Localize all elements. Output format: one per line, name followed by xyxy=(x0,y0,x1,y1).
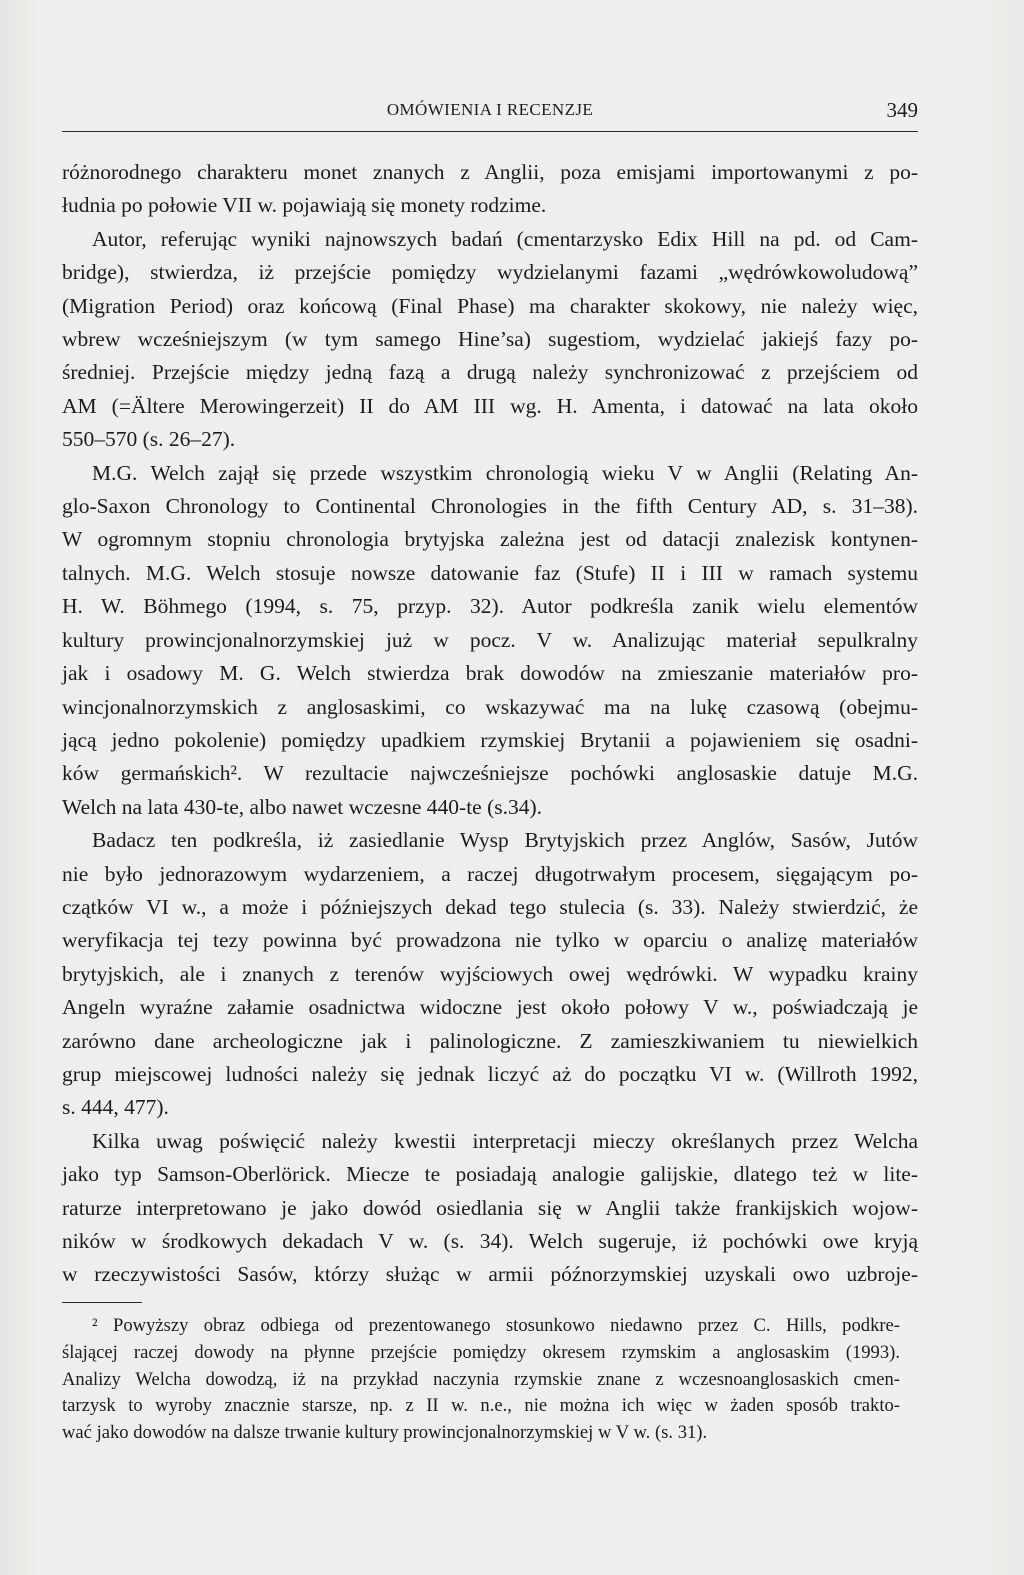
body-text xyxy=(62,156,918,1292)
header-rule xyxy=(62,131,918,132)
text-line: s. 444, 477). xyxy=(62,1095,169,1120)
text-line: w rzeczywistości Sasów, którzy służąc w armii późnorzymskiej uzyskali owo uzbroje- xyxy=(62,1262,918,1287)
running-header xyxy=(62,100,918,130)
text-line: 550–570 (s. 26–27). xyxy=(62,427,236,452)
text-line: zarówno dane archeologiczne jak i palinologiczne. Z zamieszkiwaniem tu niewielkich xyxy=(62,1028,918,1053)
text-line: wbrew wcześniejszym (w tym samego Hine’sa) sugestiom, wydzielać jakiejś fazy po- xyxy=(62,327,918,352)
text-line: AM (=Ältere Merowingerzeit) II do AM III wg. H. Amenta, i datować na lata około xyxy=(62,393,918,418)
text-line: Angeln wyraźne załamie osadnictwa widoczne jest około połowy V w., poświadczają je xyxy=(62,995,918,1020)
text-line: średniej. Przejście między jedną fazą a drugą należy synchronizować z przejściem od xyxy=(62,360,918,385)
text-line: kultury prowincjonalnorzymskiej już w pocz. V w. Analizując materiał sepulkralny xyxy=(62,627,918,652)
footnote-separator xyxy=(62,1302,142,1303)
text-line: H. W. Böhmego (1994, s. 75, przyp. 32). Autor podkreśla zanik wielu elementów xyxy=(62,594,918,619)
page-number: 349 xyxy=(886,98,918,122)
text-line: W ogromnym stopniu chronologia brytyjska zależna jest od datacji znalezisk kontynen- xyxy=(62,527,918,552)
footnote-line: tarzysk to wyroby znacznie starsze, np. z II w. n.e., nie można ich więc w żaden sposób trakto- xyxy=(62,1395,900,1417)
footnote-line: Analizy Welcha dowodzą, iż na przykład naczynia rzymskie znane z wczesnoanglosaskich cmen- xyxy=(62,1368,900,1390)
text-line: różnorodnego charakteru monet znanych z Anglii, poza emisjami importowanymi z po- xyxy=(62,160,918,184)
text-line: Welch na lata 430-te, albo nawet wczesne 440-te (s.34). xyxy=(62,794,543,819)
running-title: OMÓWIENIA I RECENZJE xyxy=(386,100,594,119)
text-line: wincjonalnorzymskich z anglosaskimi, co wskazywać ma na lukę czasową (obejmu- xyxy=(62,694,918,719)
text-line: M.G. Welch zajął się przede wszystkim chronologią wieku V w Anglii (Relating An- xyxy=(92,460,918,485)
text-line: Kilka uwag poświęcić należy kwestii interpretacji mieczy określanych przez Welcha xyxy=(92,1128,918,1153)
text-line: brytyjskich, ale i znanych z terenów wyjściowych owej wędrówki. W wypadku krainy xyxy=(62,961,918,986)
text-line: talnych. M.G. Welch stosuje nowsze datowanie faz (Stufe) II i III w ramach systemu xyxy=(62,560,918,585)
footnote xyxy=(62,1313,900,1447)
footnote-line: ślającej raczej dowody na płynne przejście pomiędzy okresem rzymskim a anglosaskim (1993). xyxy=(62,1341,900,1363)
text-line: jako typ Samson-Oberlörick. Miecze te posiadają analogie galijskie, dlatego też w lite- xyxy=(62,1162,918,1187)
text-line: bridge), stwierdza, iż przejście pomiędzy wydzielanymi fazami „wędrówkowoludową” xyxy=(62,260,918,285)
text-line: raturze interpretowano je jako dowód osiedlania się w Anglii także frankijskich wojow- xyxy=(62,1195,918,1220)
text-line: weryfikacja tej tezy powinna być prowadzona nie tylko w oparciu o analizę materiałów xyxy=(62,928,918,953)
text-line: czątków VI w., a może i późniejszych dekad tego stulecia (s. 33). Należy stwierdzić, że xyxy=(62,894,918,919)
text-line: łudnia po połowie VII w. pojawiają się monety rodzime. xyxy=(62,193,547,218)
text-line: ków germańskich². W rezultacie najwcześniejsze pochówki anglosaskie datuje M.G. xyxy=(62,761,918,786)
text-line: (Migration Period) oraz końcową (Final Phase) ma charakter skokowy, nie należy więc, xyxy=(62,293,918,318)
text-line: nie było jednorazowym wydarzeniem, a raczej długotrwałym procesem, sięgającym po- xyxy=(62,861,918,886)
footnote-line: wać jako dowodów na dalsze trwanie kultury prowincjonalnorzymskiej w V w. (s. 31). xyxy=(62,1422,708,1444)
text-line: glo-Saxon Chronology to Continental Chronologies in the fifth Century AD, s. 31–38). xyxy=(62,494,918,519)
text-line: Badacz ten podkreśla, iż zasiedlanie Wysp Brytyjskich przez Anglów, Sasów, Jutów xyxy=(92,828,918,853)
text-line: jak i osadowy M. G. Welch stwierdza brak dowodów na zmieszanie materiałów pro- xyxy=(62,661,918,686)
text-line: ników w środkowych dekadach V w. (s. 34). Welch sugeruje, iż pochówki owe kryją xyxy=(62,1229,918,1253)
text-line: jącą jedno pokolenie) pomiędzy upadkiem rzymskiej Brytanii a pojawieniem się osadni- xyxy=(62,727,918,752)
text-line: grup miejscowej ludności należy się jednak liczyć aż do początku VI w. (Willroth 1992, xyxy=(62,1061,918,1086)
footnote-line: ² Powyższy obraz odbiega od prezentowanego stosunkowo niedawno przez C. Hills, podkre- xyxy=(92,1315,900,1336)
text-line: Autor, referując wyniki najnowszych badań (cmentarzysko Edix Hill na pd. od Cam- xyxy=(92,226,918,251)
